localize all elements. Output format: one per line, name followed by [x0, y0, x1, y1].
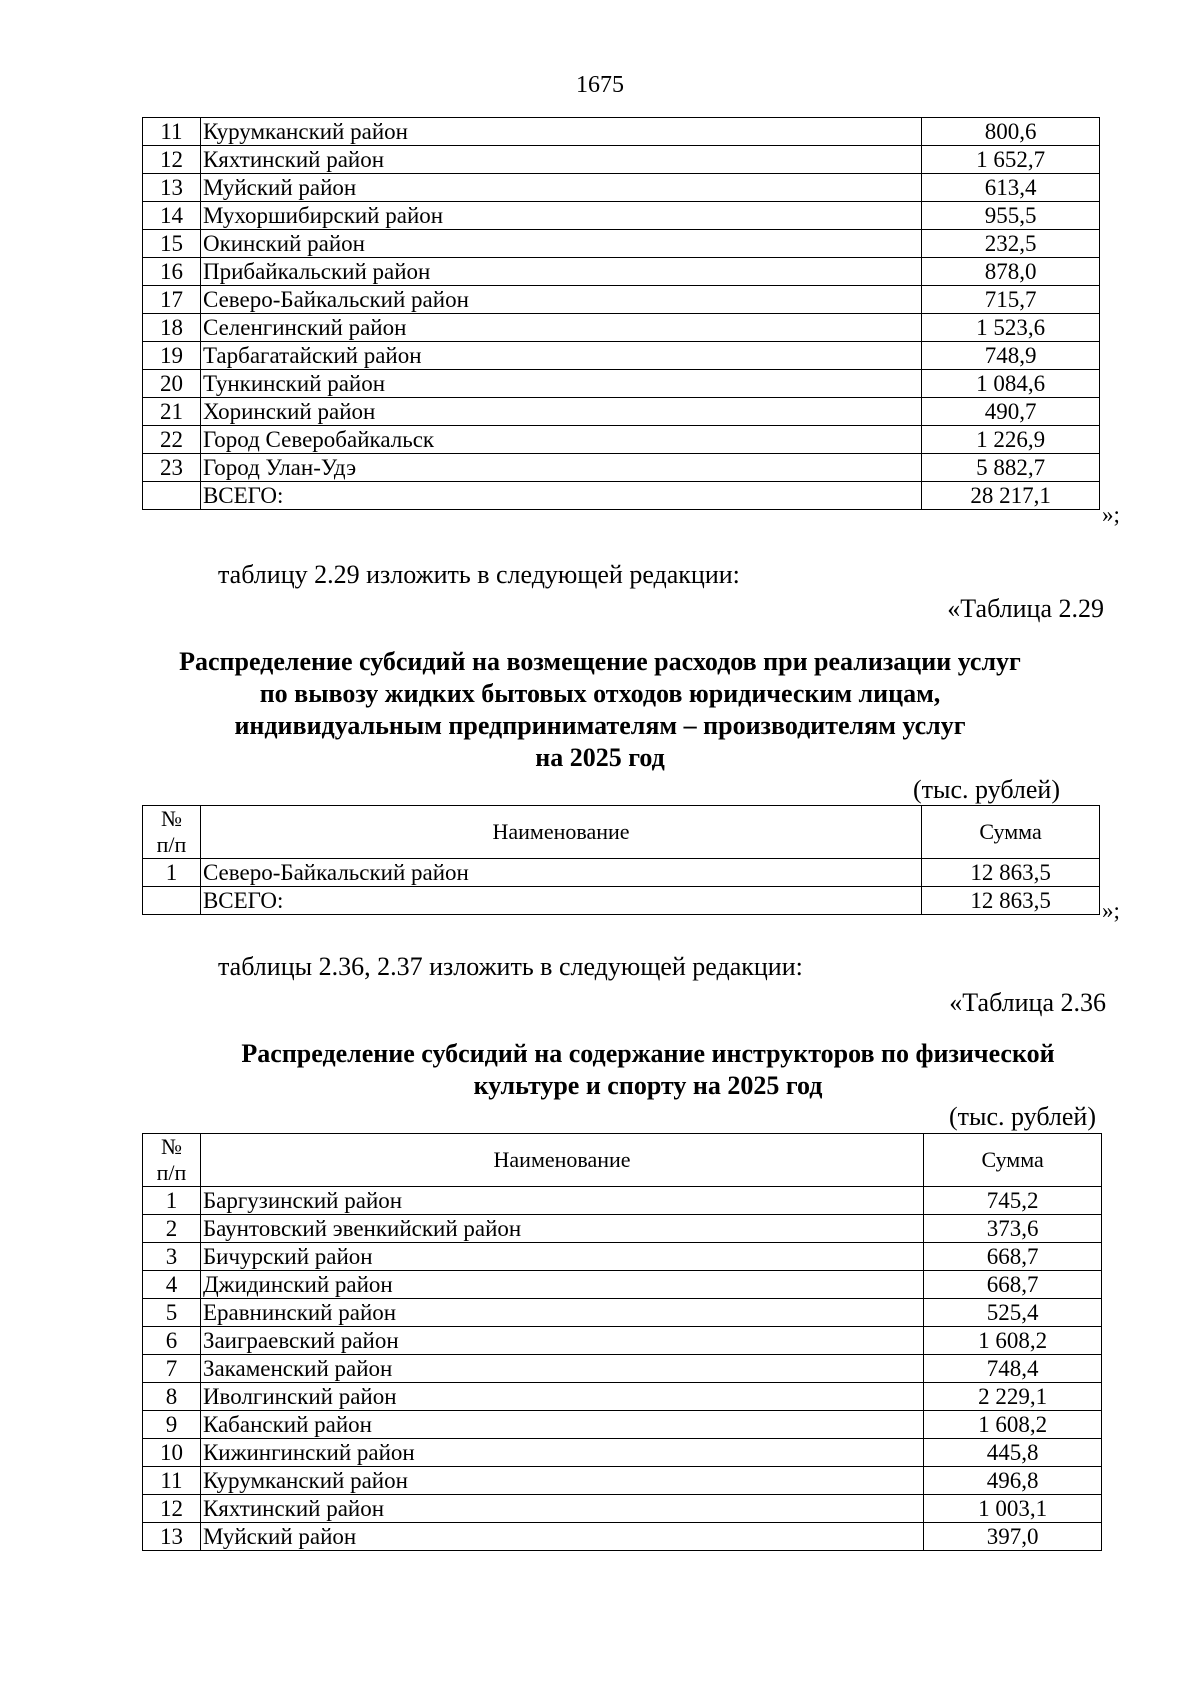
- row-number: 7: [143, 1355, 201, 1383]
- row-sum: 748,9: [922, 342, 1100, 370]
- header-num-cell: [143, 1134, 201, 1187]
- table-row: [143, 1187, 1102, 1215]
- table-row: [143, 1243, 1102, 1271]
- table-row: [143, 859, 1100, 887]
- row-sum: 2 229,1: [924, 1383, 1102, 1411]
- header-sum: Сумма: [924, 1134, 1102, 1187]
- row-name: Северо-Байкальский район: [200, 286, 921, 314]
- row-number: 21: [143, 398, 201, 426]
- title-line: Распределение субсидий на возмещение расходов при реализации услуг: [179, 647, 1021, 676]
- header-name: Наименование: [200, 806, 921, 859]
- row-sum: 1 226,9: [922, 426, 1100, 454]
- table-row: [143, 1495, 1102, 1523]
- header-num-abbrev: п/п: [156, 1160, 187, 1185]
- row-number: 20: [143, 370, 201, 398]
- total-row: [143, 482, 1100, 510]
- row-name: Город Улан-Удэ: [200, 454, 921, 482]
- row-name: Северо-Байкальский район: [200, 859, 921, 887]
- row-name: Муйский район: [200, 174, 921, 202]
- row-sum: 1 084,6: [922, 370, 1100, 398]
- row-name: Муйский район: [200, 1523, 923, 1551]
- table-row: [143, 174, 1100, 202]
- row-sum: 373,6: [924, 1215, 1102, 1243]
- row-number: 22: [143, 426, 201, 454]
- row-name: Заиграевский район: [200, 1327, 923, 1355]
- instruction-paragraph-1: таблицу 2.29 изложить в следующей редакции:: [218, 560, 740, 589]
- table-2-36: [142, 1133, 1102, 1551]
- table-row: [143, 286, 1100, 314]
- table-row: [143, 1411, 1102, 1439]
- row-sum: 1 003,1: [924, 1495, 1102, 1523]
- table-row: [143, 454, 1100, 482]
- row-number: 9: [143, 1411, 201, 1439]
- total-number-cell: [143, 887, 201, 915]
- row-sum: 1 608,2: [924, 1327, 1102, 1355]
- row-number: 16: [143, 258, 201, 286]
- row-name: Кяхтинский район: [200, 1495, 923, 1523]
- total-sum: 12 863,5: [922, 887, 1100, 915]
- row-number: 3: [143, 1243, 201, 1271]
- row-name: Тункинский район: [200, 370, 921, 398]
- header-name: Наименование: [200, 1134, 923, 1187]
- row-number: 15: [143, 230, 201, 258]
- row-name: Кижингинский район: [200, 1439, 923, 1467]
- table-row: [143, 1271, 1102, 1299]
- total-number-cell: [143, 482, 201, 510]
- row-number: 17: [143, 286, 201, 314]
- row-name: Баунтовский эвенкийский район: [200, 1215, 923, 1243]
- header-sum: Сумма: [922, 806, 1100, 859]
- row-sum: 1 523,6: [922, 314, 1100, 342]
- row-name: Еравнинский район: [200, 1299, 923, 1327]
- page-number: 1675: [576, 72, 624, 98]
- table-2-36-label: «Таблица 2.36: [949, 988, 1106, 1017]
- table1-closing-quote: »;: [1102, 502, 1120, 527]
- row-name: Баргузинский район: [200, 1187, 923, 1215]
- row-sum: 800,6: [922, 118, 1100, 146]
- row-name: Прибайкальский район: [200, 258, 921, 286]
- title-line: по вывозу жидких бытовых отходов юридическим лицам,: [259, 679, 941, 708]
- row-name: Закаменский район: [200, 1355, 923, 1383]
- row-number: 10: [143, 1439, 201, 1467]
- row-number: 1: [143, 1187, 201, 1215]
- header-num-symbol: №: [160, 806, 182, 831]
- header-num-symbol: №: [160, 1134, 182, 1159]
- title-line: индивидуальным предпринимателям – производителям услуг: [234, 711, 966, 740]
- row-sum: 5 882,7: [922, 454, 1100, 482]
- table-row: [143, 1523, 1102, 1551]
- row-number: 2: [143, 1215, 201, 1243]
- row-sum: 613,4: [922, 174, 1100, 202]
- title-line: культуре и спорту на 2025 год: [473, 1071, 823, 1100]
- row-name: Мухоршибирский район: [200, 202, 921, 230]
- row-name: Кяхтинский район: [200, 146, 921, 174]
- row-sum: 745,2: [924, 1187, 1102, 1215]
- table-row: [143, 1467, 1102, 1495]
- table-row: [143, 1439, 1102, 1467]
- table-row: [143, 426, 1100, 454]
- title-table-2-29: [0, 646, 1200, 774]
- row-number: 14: [143, 202, 201, 230]
- table-row: [143, 342, 1100, 370]
- row-sum: 490,7: [922, 398, 1100, 426]
- table-row: [143, 398, 1100, 426]
- header-num-cell: [143, 806, 201, 859]
- table-row: [143, 1355, 1102, 1383]
- row-number: 5: [143, 1299, 201, 1327]
- row-name: Кабанский район: [200, 1411, 923, 1439]
- table-continuation: [142, 117, 1100, 510]
- row-sum: 12 863,5: [922, 859, 1100, 887]
- row-sum: 668,7: [924, 1271, 1102, 1299]
- title-line: на 2025 год: [535, 743, 665, 772]
- header-num-abbrev: п/п: [156, 832, 187, 857]
- row-name: Город Северобайкальск: [200, 426, 921, 454]
- table2-closing-quote: »;: [1102, 898, 1120, 923]
- table-row: [143, 258, 1100, 286]
- instruction-paragraph-2: таблицы 2.36, 2.37 изложить в следующей редакции:: [218, 952, 803, 981]
- table-header-row: [143, 1134, 1102, 1187]
- row-sum: 955,5: [922, 202, 1100, 230]
- title-table-2-36: [48, 1038, 1200, 1102]
- row-number: 23: [143, 454, 201, 482]
- row-sum: 397,0: [924, 1523, 1102, 1551]
- row-name: Бичурский район: [200, 1243, 923, 1271]
- row-name: Курумканский район: [200, 1467, 923, 1495]
- row-sum: 445,8: [924, 1439, 1102, 1467]
- total-label: ВСЕГО:: [200, 887, 921, 915]
- row-number: 4: [143, 1271, 201, 1299]
- table-row: [143, 1215, 1102, 1243]
- row-name: Окинский район: [200, 230, 921, 258]
- row-sum: 715,7: [922, 286, 1100, 314]
- row-name: Курумканский район: [200, 118, 921, 146]
- row-number: 12: [143, 146, 201, 174]
- row-number: 8: [143, 1383, 201, 1411]
- row-number: 1: [143, 859, 201, 887]
- row-number: 11: [143, 118, 201, 146]
- row-sum: 1 608,2: [924, 1411, 1102, 1439]
- table-row: [143, 118, 1100, 146]
- table-row: [143, 146, 1100, 174]
- table-header-row: [143, 806, 1100, 859]
- table-row: [143, 202, 1100, 230]
- table-row: [143, 230, 1100, 258]
- title-line: Распределение субсидий на содержание инструкторов по физической: [241, 1039, 1055, 1068]
- units-label-2-29: (тыс. рублей): [912, 775, 1060, 804]
- row-sum: 668,7: [924, 1243, 1102, 1271]
- table-2-29-label: «Таблица 2.29: [947, 594, 1104, 623]
- table-row: [143, 1299, 1102, 1327]
- row-number: 11: [143, 1467, 201, 1495]
- row-sum: 525,4: [924, 1299, 1102, 1327]
- row-name: Джидинский район: [200, 1271, 923, 1299]
- units-label-2-36: (тыс. рублей): [948, 1102, 1096, 1131]
- row-sum: 878,0: [922, 258, 1100, 286]
- total-sum: 28 217,1: [922, 482, 1100, 510]
- row-sum: 232,5: [922, 230, 1100, 258]
- row-number: 18: [143, 314, 201, 342]
- table-row: [143, 314, 1100, 342]
- row-sum: 748,4: [924, 1355, 1102, 1383]
- row-number: 12: [143, 1495, 201, 1523]
- row-name: Иволгинский район: [200, 1383, 923, 1411]
- total-row: [143, 887, 1100, 915]
- total-label: ВСЕГО:: [200, 482, 921, 510]
- row-name: Хоринский район: [200, 398, 921, 426]
- row-name: Тарбагатайский район: [200, 342, 921, 370]
- row-sum: 1 652,7: [922, 146, 1100, 174]
- table-row: [143, 370, 1100, 398]
- row-number: 13: [143, 174, 201, 202]
- table-row: [143, 1383, 1102, 1411]
- row-sum: 496,8: [924, 1467, 1102, 1495]
- row-name: Селенгинский район: [200, 314, 921, 342]
- table-2-29: [142, 805, 1100, 915]
- row-number: 19: [143, 342, 201, 370]
- row-number: 6: [143, 1327, 201, 1355]
- table-row: [143, 1327, 1102, 1355]
- row-number: 13: [143, 1523, 201, 1551]
